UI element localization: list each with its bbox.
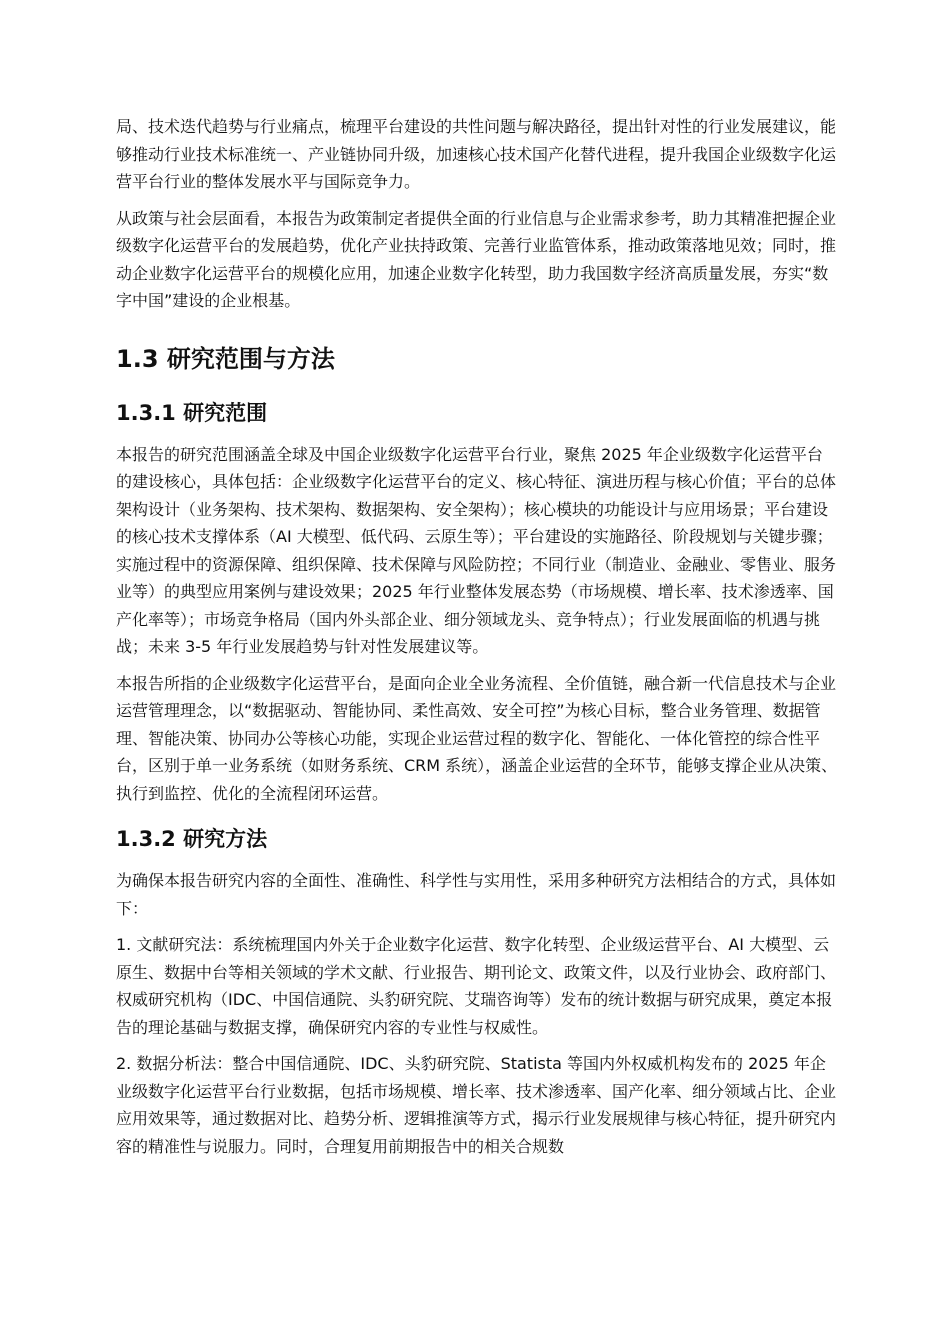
document-body (116, 113, 838, 1169)
list-item: 2. 数据分析法：整合中国信通院、IDC、头豹研究院、Statista 等国内外权威机构发布的 2025 年企业级数字化运营平台行业数据，包括市场规模、增长率、技术渗透率、国产化率、细分领域占比、企业应用效果等，通过数据对比、趋势分析、逻辑推演等方式，揭示行业发展规律与核心特征，提升研究内容的精准性与说服力。同时，合理复用前期报告中的相关合规数 (116, 1054, 837, 1156)
paragraph: 局、技术迭代趋势与行业痛点，梳理平台建设的共性问题与解决路径，提出针对性的行业发展建议，能够推动行业技术标准统一、产业链协同升级，加速核心技术国产化替代进程，提升我国企业级数字化运营平台行业的整体发展水平与国际竞争力。 (116, 117, 837, 191)
subsection-heading-scope: 1.3.1 研究范围 (116, 400, 268, 425)
paragraph: 从政策与社会层面看，本报告为政策制定者提供全面的行业信息与企业需求参考，助力其精准把握企业级数字化运营平台的发展趋势，优化产业扶持政策、完善行业监管体系，推动政策落地见效；同时，推动企业数字化运营平台的规模化应用，加速企业数字化转型，助力我国数字经济高质量发展，夯实“数字中国”建设的企业根基。 (116, 208, 837, 310)
section-heading: 1.3 研究范围与方法 (116, 344, 335, 373)
paragraph: 本报告所指的企业级数字化运营平台，是面向企业全业务流程、全价值链，融合新一代信息技术与企业运营管理理念，以“数据驱动、智能协同、柔性高效、安全可控”为核心目标，整合业务管理、数据管理、智能决策、协同办公等核心功能，实现企业运营过程的数字化、智能化、一体化管控的综合性平台，区别于单一业务系统（如财务系统、CRM 系统），涵盖企业运营的全环节，能够支撑企业从决策、执行到监控、优化的全流程闭环运营。 (116, 673, 838, 803)
paragraph: 为确保本报告研究内容的全面性、准确性、科学性与实用性，采用多种研究方法相结合的方式，具体如下： (116, 871, 837, 918)
paragraph: 本报告的研究范围涵盖全球及中国企业级数字化运营平台行业，聚焦 2025 年企业级数字化运营平台的建设核心，具体包括：企业级数字化运营平台的定义、核心特征、演进历程与核心价值；平台的总体架构设计（业务架构、技术架构、数据架构、安全架构）；核心模块的功能设计与应用场景；平台建设的核心技术支撑体系（AI 大模型、低代码、云原生等）；平台建设的实施路径、阶段规划与关键步骤；实施过程中的资源保障、组织保障、技术保障与风险防控；不同行业（制造业、金融业、零售业、服务业等）的典型应用案例与建设效果；2025 年行业整体发展态势（市场规模、增长率、技术渗透率、国产化率等）；市场竞争格局（国内外头部企业、细分领域龙头、竞争特点）；行业发展面临的机遇与挑战；未来 3-5 年行业发展趋势与针对性发展建议等。 (116, 444, 837, 656)
list-item: 1. 文献研究法：系统梳理国内外关于企业数字化运营、数字化转型、企业级运营平台、AI 大模型、云原生、数据中台等相关领域的学术文献、行业报告、期刊论文、政策文件，以及行业协会、政府部门、权威研究机构（IDC、中国信通院、头豹研究院、艾瑞咨询等）发布的统计数据与研究成果，奠定本报告的理论基础与数据支撑，确保研究内容的专业性与权威性。 (116, 935, 837, 1037)
subsection-heading-methods: 1.3.2 研究方法 (116, 827, 268, 851)
